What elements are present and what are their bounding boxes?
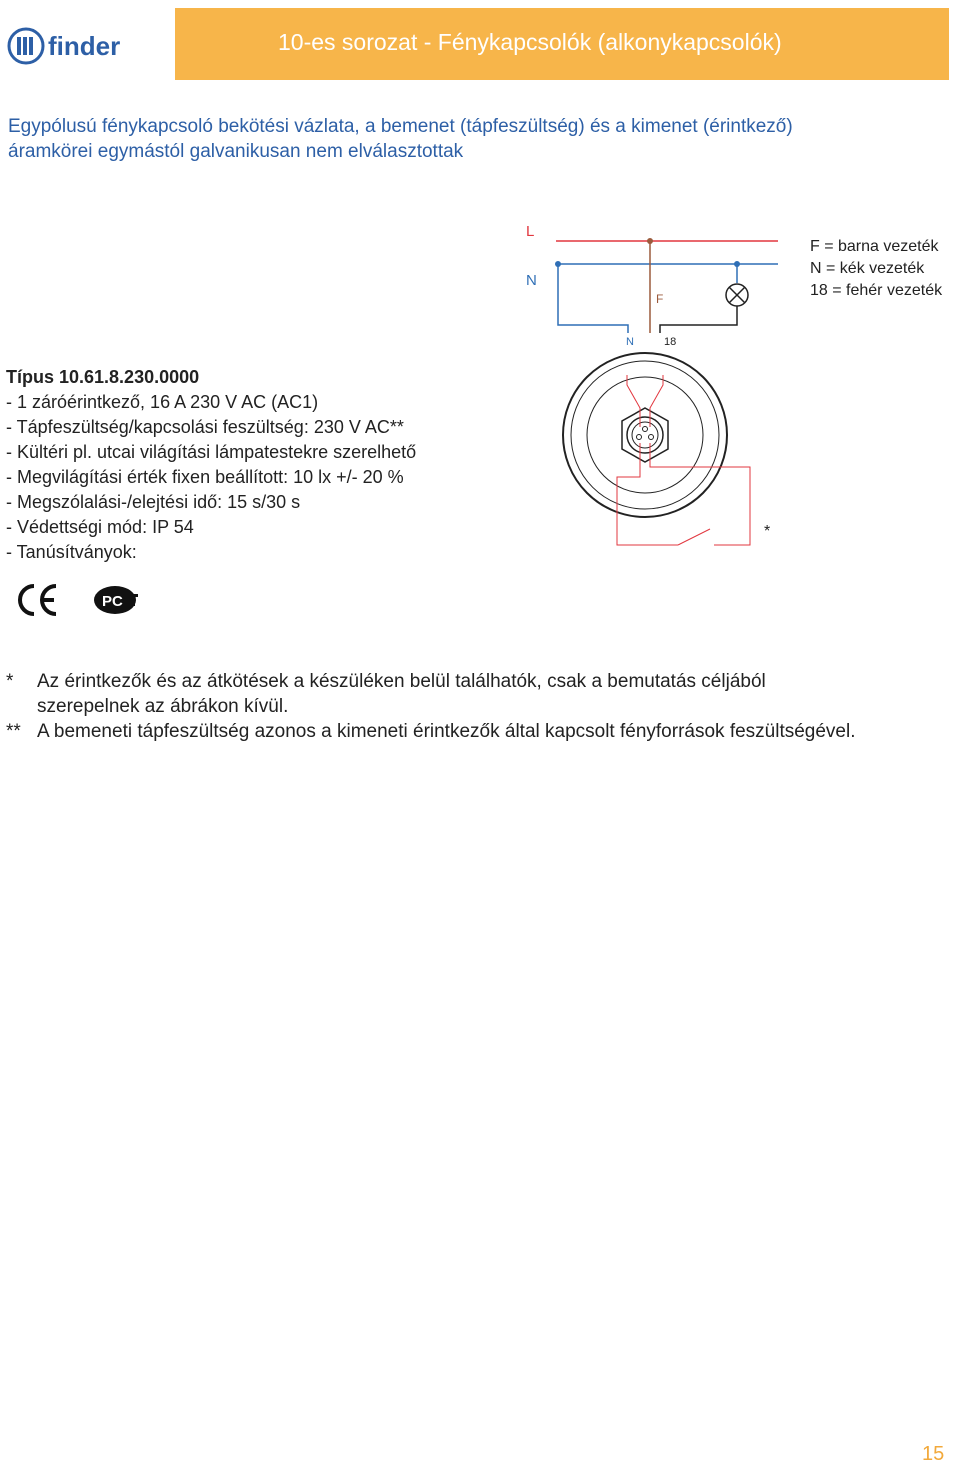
finder-logo: [6, 24, 166, 68]
footnote: [6, 719, 956, 744]
legend-item: F = barna vezeték: [810, 238, 939, 255]
logo-text: finder: [48, 31, 121, 61]
label-L: L: [526, 223, 535, 240]
spec-item: - 1 záróérintkező, 16 A 230 V AC (AC1): [6, 392, 319, 412]
footnote-text: Az érintkezők és az átkötések a készüléken belül találhatók, csak a bemutatás céljából: [37, 671, 766, 692]
page-title: 10-es sorozat - Fénykapcsolók (alkonykapcsolók): [278, 29, 782, 55]
asterisk-mark: *: [764, 523, 771, 540]
internal-wire-4: [650, 443, 750, 545]
footnote-text: A bemeneti tápfeszültség azonos a kimeneti érintkezők által kapcsolt fényforrások feszültségével.: [37, 721, 856, 742]
internal-wire-3: [617, 443, 678, 545]
spec-item: - Védettségi mód: IP 54: [6, 517, 194, 537]
spec-item: - Megszólalási-/elejtési idő: 15 s/30 s: [6, 492, 301, 512]
footnote: [6, 669, 956, 694]
footnote-mark: *: [6, 671, 14, 692]
terminal-18: 18: [664, 336, 677, 348]
wire-legend: [810, 236, 942, 302]
spec-item: - Tápfeszültség/kapcsolási feszültség: 230 V AC**: [6, 417, 404, 437]
footnotes: [6, 669, 956, 744]
spec-list: [6, 365, 416, 565]
footnote-text: szerepelnek az ábrákon kívül.: [37, 696, 289, 717]
page-number: 15: [922, 1443, 945, 1465]
wiring-diagram: [520, 215, 810, 555]
subtitle-line-2: áramkörei egymástól galvanikusan nem elválasztottak: [8, 141, 464, 162]
footnote: [6, 694, 956, 719]
svg-text:PC: PC: [102, 593, 123, 610]
wire-N-drop: [558, 264, 628, 333]
footnote-mark: [6, 694, 37, 719]
pct-mark-icon: [94, 586, 138, 614]
legend-item: 18 = fehér vezeték: [810, 282, 943, 299]
spec-item: - Megvilágítási érték fixen beállított: 10 lx +/- 20 %: [6, 467, 404, 487]
spec-item: - Tanúsítványok:: [6, 542, 137, 562]
subtitle-line-1: Egypólusú fénykapcsoló bekötési vázlata, a bemenet (tápfeszültség) és a kimenet (érintkező): [8, 116, 793, 137]
wire-18: [660, 306, 737, 333]
section-subtitle: [8, 114, 908, 164]
sensor-hex: [622, 408, 668, 462]
label-N: N: [526, 272, 537, 289]
product-type: Típus 10.61.8.230.0000: [6, 367, 200, 387]
certification-marks: [14, 580, 144, 620]
spec-item: - Kültéri pl. utcai világítási lámpatestekre szerelhető: [6, 442, 417, 462]
ce-mark-icon: [20, 586, 56, 614]
terminal-N: N: [626, 336, 634, 348]
label-F: F: [656, 292, 664, 306]
footnote-mark: **: [6, 721, 21, 742]
contact-switch: [678, 529, 710, 545]
legend-item: N = kék vezeték: [810, 260, 925, 277]
sensor-outer-ring: [563, 353, 727, 517]
